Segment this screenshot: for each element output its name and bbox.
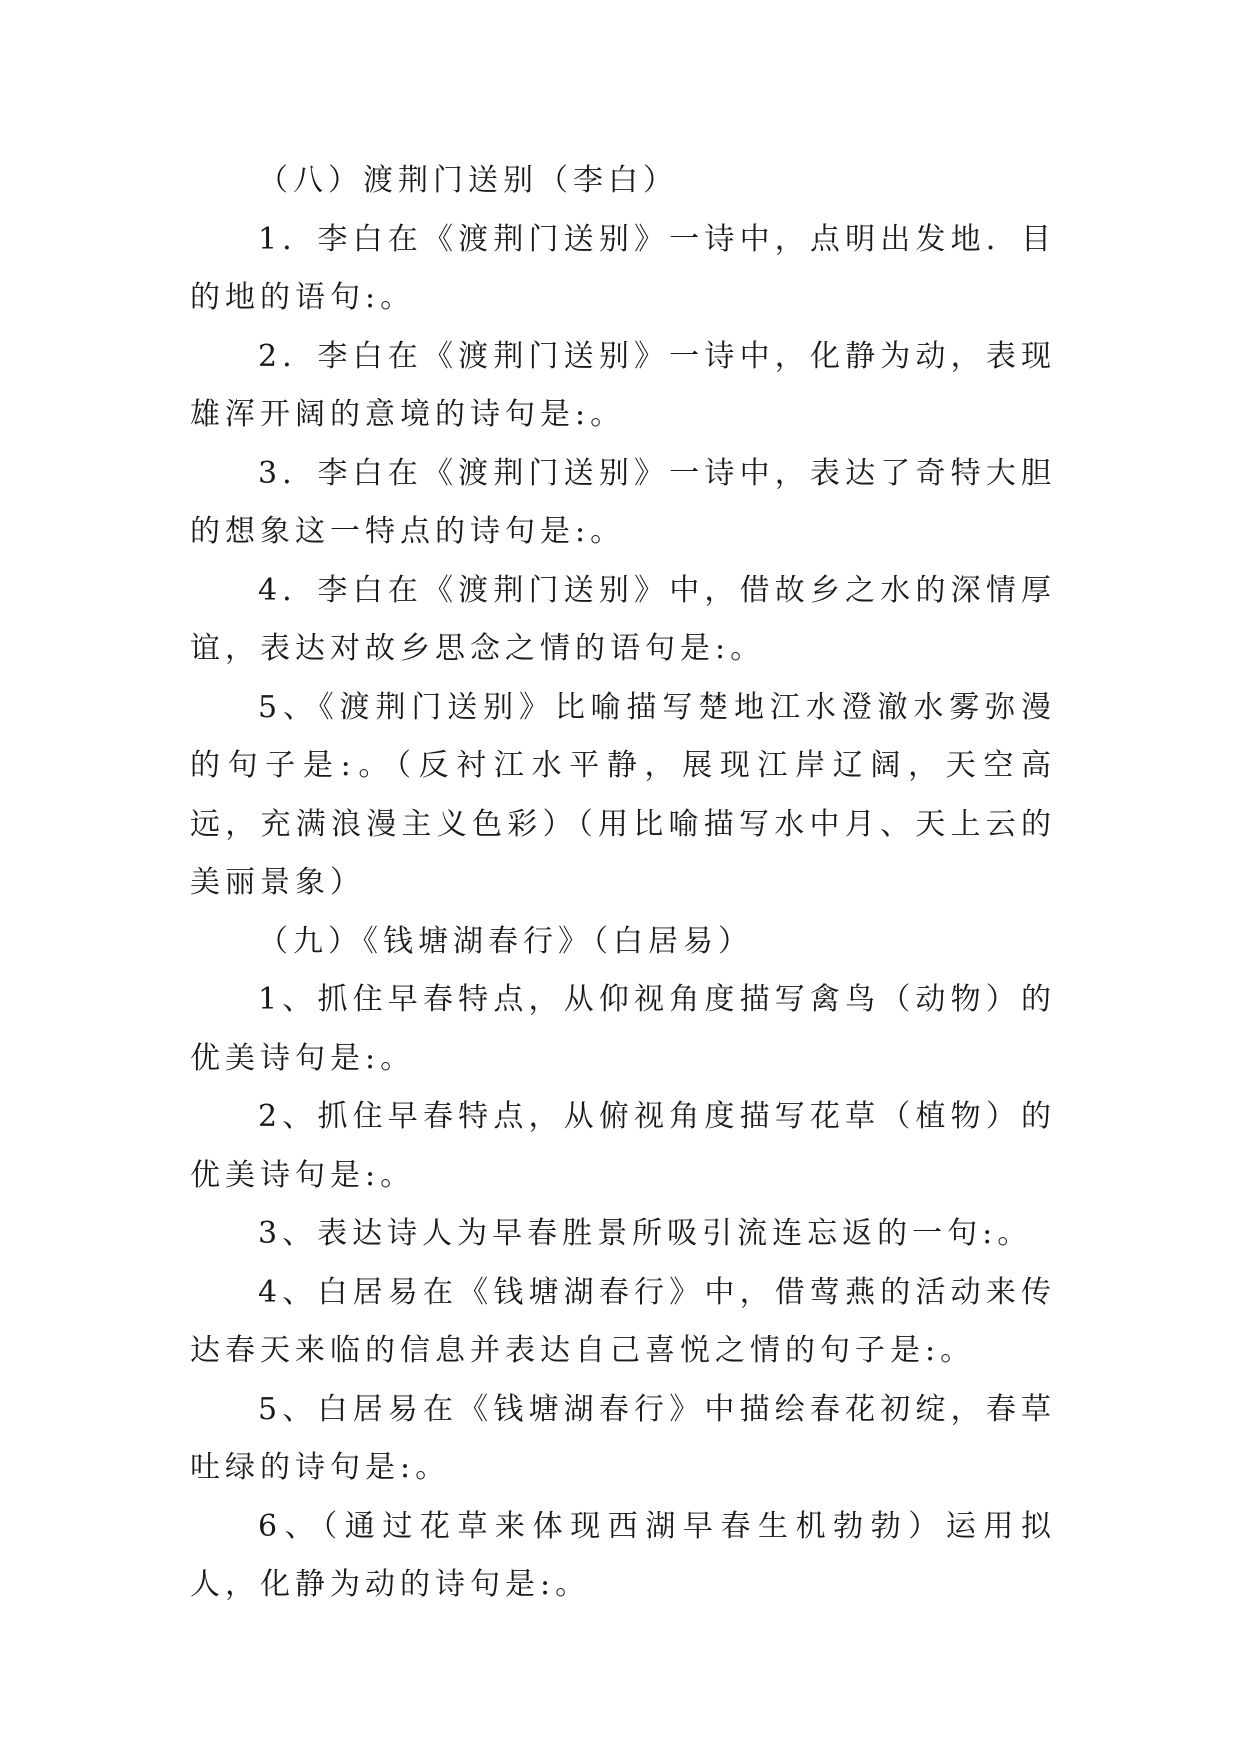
section-9-item-2: 2、抓住早春特点，从俯视角度描写花草（植物）的优美诗句是:。 <box>190 1099 1056 1193</box>
section-9-item-6: 6、（通过花草来体现西湖早春生机勃勃）运用拟人，化静为动的诗句是:。 <box>190 1508 1056 1602</box>
section-9-heading: （九）《钱塘湖春行》（白居易） <box>258 923 753 959</box>
section-9-item-5: 5、白居易在《钱塘湖春行》中描绘春花初绽，春草吐绿的诗句是:。 <box>190 1391 1056 1485</box>
section-8-heading: （八）渡荆门送别（李白） <box>258 163 678 198</box>
section-8-item-4: 4．李白在《渡荆门送别》中，借故乡之水的深情厚谊，表达对故乡思念之情的语句是:。 <box>190 572 1056 666</box>
section-8-item-2: 2．李白在《渡荆门送别》一诗中，化静为动，表现雄浑开阔的意境的诗句是:。 <box>190 338 1056 432</box>
document-page <box>190 152 1056 1615</box>
section-8-item-3: 3．李白在《渡荆门送别》一诗中，表达了奇特大胆的想象这一特点的诗句是:。 <box>190 455 1056 549</box>
section-9-item-3: 3、表达诗人为早春胜景所吸引流连忘返的一句:。 <box>258 1216 1033 1251</box>
section-9-item-4: 4、白居易在《钱塘湖春行》中，借莺燕的活动来传达春天来临的信息并表达自己喜悦之情的句子是:。 <box>190 1274 1056 1368</box>
section-8-item-1: 1．李白在《渡荆门送别》一诗中，点明出发地．目的地的语句:。 <box>190 221 1056 315</box>
section-9-item-1: 1、抓住早春特点，从仰视角度描写禽鸟（动物）的优美诗句是:。 <box>190 982 1056 1076</box>
section-8-item-5: 5、《渡荆门送别》比喻描写楚地江水澄澈水雾弥漫的句子是:。（反衬江水平静，展现江岸辽阔，天空高远，充满浪漫主义色彩）（用比喻描写水中月、天上云的美丽景象） <box>190 689 1056 900</box>
